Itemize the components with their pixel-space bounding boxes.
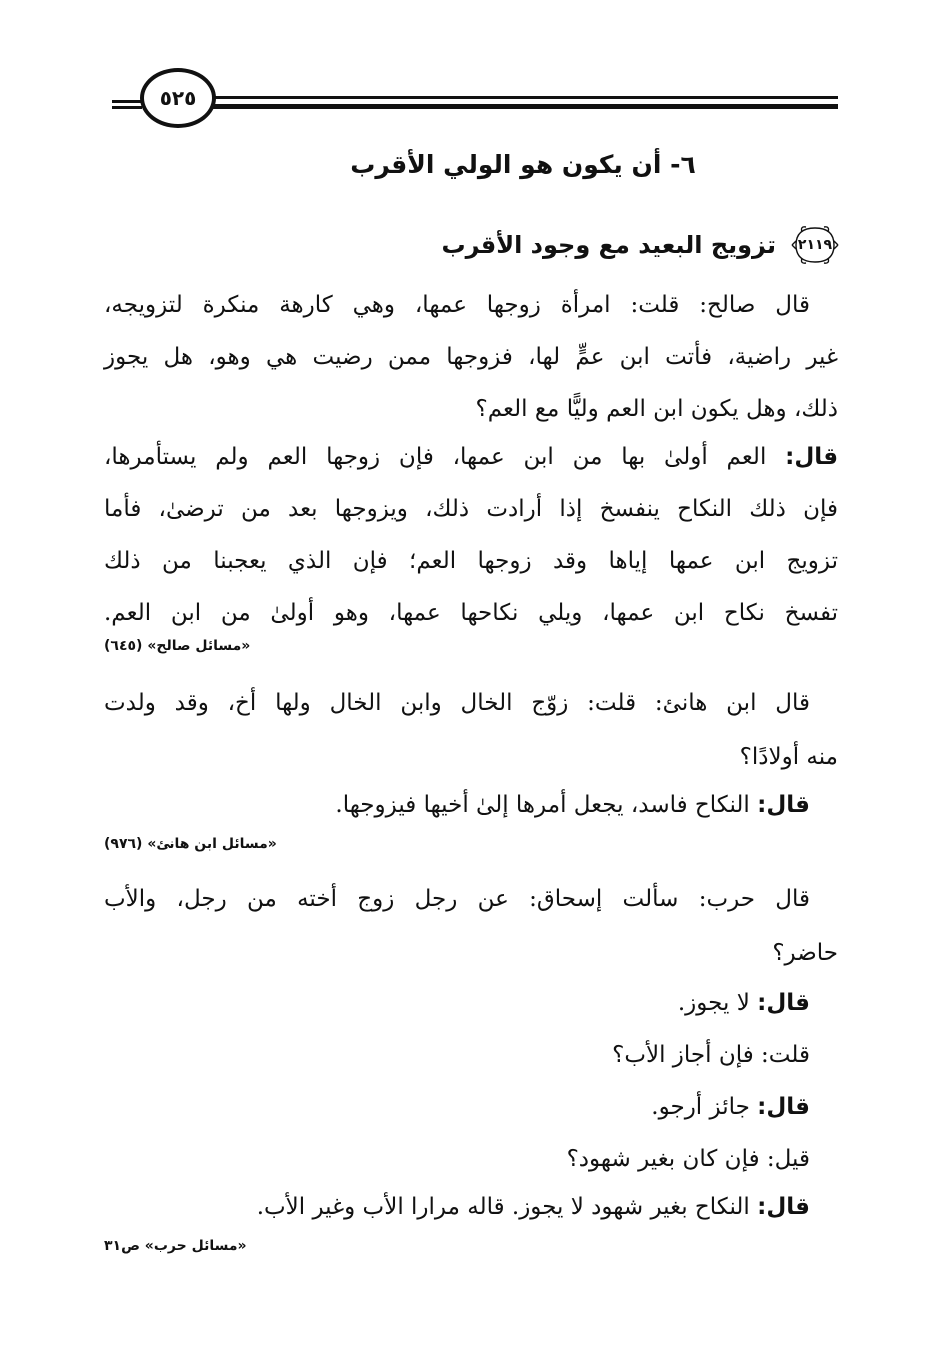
- issue-title: تزويج البعيد مع وجود الأقرب: [441, 231, 776, 259]
- text-line: غير راضية، فأتت ابن عمٍّ لها، فزوجها ممن رضيت هي وهو، هل يجوز: [104, 344, 838, 370]
- line-text: النكاح بغير شهود لا يجوز. قاله مرارا الأب وغير الأب.: [256, 1194, 750, 1220]
- issue-number-badge: [790, 222, 840, 268]
- text-line: تفسخ نكاح ابن عمها، ويلي نكاحها عمها، وهو أولىٰ من ابن العم.: [104, 600, 838, 626]
- speaker-label: قيل:: [766, 1146, 810, 1172]
- text-line: قال ابن هانئ: قلت: زوّج الخال وابن الخال ولها أخ، وقد ولدت: [104, 690, 810, 716]
- text-line: [104, 442, 838, 472]
- text-line: حاضر؟: [772, 940, 838, 966]
- source-citation: «مسائل ابن هانئ» (٩٧٦): [104, 836, 277, 852]
- dialogue-line: [612, 1040, 810, 1070]
- speaker-label: قلت:: [761, 1042, 810, 1068]
- text-line: ذلك، وهل يكون ابن العم وليًّا مع العم؟: [475, 396, 838, 422]
- text-line: قال صالح: قلت: امرأة زوجها عمها، وهي كارهة منكرة لتزويجه،: [104, 292, 810, 318]
- line-text: النكاح فاسد، يجعل أمرها إلىٰ أخيها فيزوجها.: [335, 792, 750, 818]
- line-text: جائز أرجو.: [651, 1094, 750, 1120]
- speaker-label: قال:: [757, 792, 810, 818]
- text-line: منه أولادًا؟: [739, 744, 838, 770]
- speaker-label: قال:: [785, 444, 839, 470]
- speaker-label: قال:: [757, 990, 810, 1016]
- dialogue-line: [651, 1092, 810, 1122]
- line-text: فإن أجاز الأب؟: [612, 1042, 754, 1068]
- header-rule: [112, 106, 142, 109]
- header-rule: [112, 100, 142, 103]
- source-citation: «مسائل حرب» ص٣١: [104, 1238, 247, 1254]
- speaker-label: قال:: [757, 1094, 810, 1120]
- text-line: فإن ذلك النكاح ينفسخ إذا أرادت ذلك، ويزوجها بعد من ترضىٰ، فأما: [104, 496, 838, 522]
- speaker-label: قال:: [757, 1194, 810, 1220]
- dialogue-line: [257, 1192, 810, 1222]
- dialogue-line: [678, 988, 810, 1018]
- header-rule: [212, 104, 838, 109]
- issue-number: ٢١١٩: [797, 237, 833, 253]
- issue-heading: [441, 222, 840, 268]
- line-text: العم أولىٰ بها من ابن عمها، فإن زوجها العم ولم يستأمرها،: [104, 444, 767, 470]
- dialogue-line: [567, 1144, 810, 1174]
- header-rule: [212, 96, 838, 99]
- line-text: لا يجوز.: [677, 990, 750, 1016]
- section-heading: ٦- أن يكون هو الولي الأقرب: [350, 150, 696, 179]
- page-number-oval: [140, 68, 216, 128]
- line-text: فإن كان بغير شهود؟: [566, 1146, 760, 1172]
- text-line: قال حرب: سألت إسحاق: عن رجل زوج أخته من رجل، والأب: [104, 886, 810, 912]
- source-citation: «مسائل صالح» (٦٤٥): [104, 638, 251, 654]
- page-number: ٥٢٥: [159, 86, 197, 110]
- text-line: تزويج ابن عمها إياها وقد زوجها العم؛ فإن الذي يعجبنا من ذلك: [104, 548, 838, 574]
- answer-line: [335, 790, 810, 820]
